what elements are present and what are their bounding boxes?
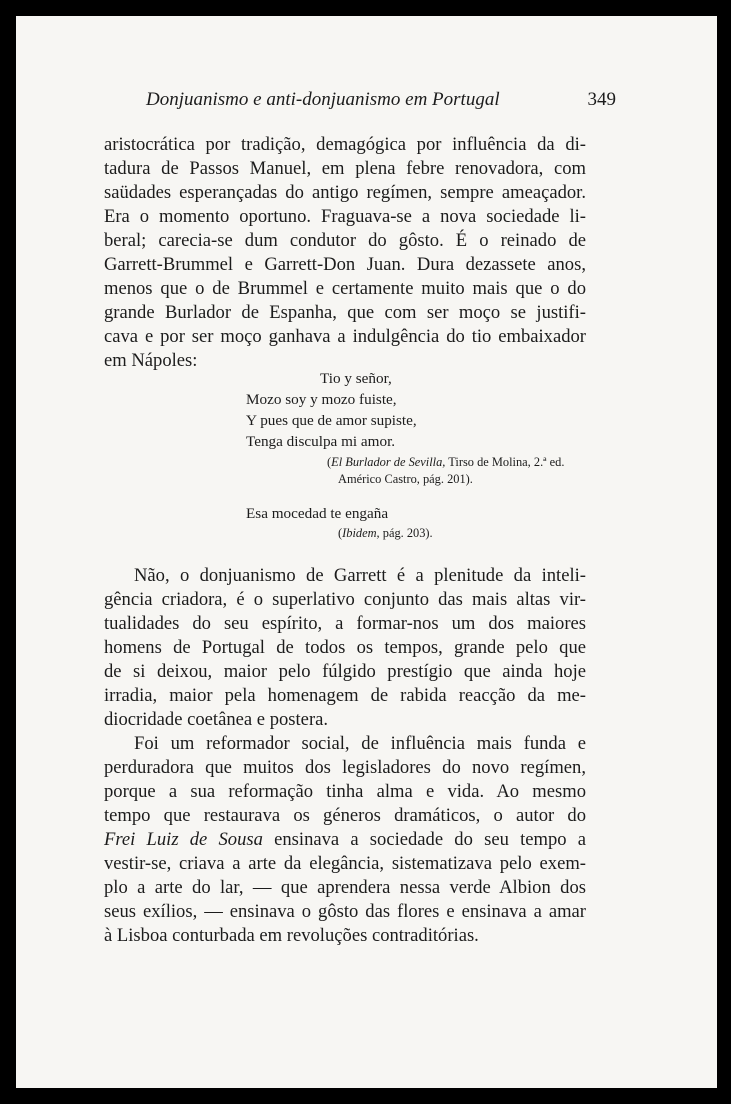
verse-line: Mozo soy y mozo fuiste, <box>246 391 397 408</box>
text-line-rest: ensinava a sociedade do seu tempo a <box>262 829 586 850</box>
text-line: Não, o donjuanismo de Garrett é a plenitude da inteli- <box>134 565 586 586</box>
text-line: porque a sua reformação tinha alma e vida. Ao mesmo <box>104 781 586 802</box>
verse-line: Tenga disculpa mi amor. <box>246 433 396 450</box>
text-line: aristocrática por tradição, demagógica por influência da di- <box>104 134 586 155</box>
text-line: Era o momento oportuno. Fraguava-se a nova sociedade li- <box>104 206 586 227</box>
citation-line2: Américo Castro, pág. 201). <box>338 472 473 486</box>
text-line: diocridade coetânea e postera. <box>104 709 329 730</box>
text-line: menos que o de Brummel e certamente muito mais que o do <box>104 278 586 299</box>
citation: (El Burlador de Sevilla, Tirso de Molina, 2.ª ed. <box>327 455 565 469</box>
book-page <box>16 16 717 1088</box>
text-line: tempo que restaurava os géneros dramáticos, o autor do <box>104 805 586 826</box>
running-header <box>146 89 616 111</box>
text-line: Garrett-Brummel e Garrett-Don Juan. Dura dezassete anos, <box>104 254 586 275</box>
citation-rest: pág. 203). <box>379 526 433 540</box>
text-line: homens de Portugal de todos os tempos, grande pelo que <box>104 637 586 658</box>
text-line: à Lisboa conturbada em revoluções contraditórias. <box>104 925 479 946</box>
text-line: em Nápoles: <box>104 350 198 371</box>
citation-work-title: El Burlador de Sevilla, <box>331 455 446 469</box>
citation: (Ibidem, pág. 203). <box>338 526 433 540</box>
text-line: beral; carecia-se dum condutor do gôsto. É o reinado de <box>104 230 586 251</box>
verse-line: Esa mocedad te engaña <box>246 505 389 522</box>
text-line: perduradora que muitos dos legisladores do novo regímen, <box>104 757 586 778</box>
text-line: grande Burlador de Espanha, que com ser moço se justifi- <box>104 302 586 323</box>
text-line: vestir-se, criava a arte da elegância, sistematizava pelo exem- <box>104 853 586 874</box>
citation-work-title: Ibidem, <box>342 526 380 540</box>
header-title: Donjuanismo e anti-donjuanismo em Portugal <box>146 89 500 110</box>
verse-line: Y pues que de amor supiste, <box>246 412 417 429</box>
citation-rest: Tirso de Molina, 2.ª ed. <box>445 455 565 469</box>
text-line: tadura de Passos Manuel, em plena febre renovadora, com <box>104 158 586 179</box>
verse-line: Tio y señor, <box>320 370 392 387</box>
page-number: 349 <box>587 89 616 110</box>
text-line: seus exílios, — ensinava o gôsto das flores e ensinava a amar <box>104 901 586 922</box>
text-line: irradia, maior pela homenagem de rabida reacção da me- <box>104 685 586 706</box>
text-line: plo a arte do lar, — que aprendera nessa verde Albion dos <box>104 877 586 898</box>
text-line: saüdades esperançadas do antigo regímen, sempre ameaçador. <box>104 182 586 203</box>
text-line <box>104 828 586 852</box>
text-line: cava e por ser moço ganhava a indulgência do tio embaixador <box>104 326 586 347</box>
text-line: de si deixou, maior pelo fúlgido prestígio que ainda hoje <box>104 661 586 682</box>
text-line: Foi um reformador social, de influência mais funda e <box>134 733 586 754</box>
text-line: gência criadora, é o superlativo conjunto das mais altas vir- <box>104 589 586 610</box>
text-line: tualidades do seu espírito, a formar-nos um dos maiores <box>104 613 586 634</box>
italic-work-title: Frei Luiz de Sousa <box>104 829 263 850</box>
